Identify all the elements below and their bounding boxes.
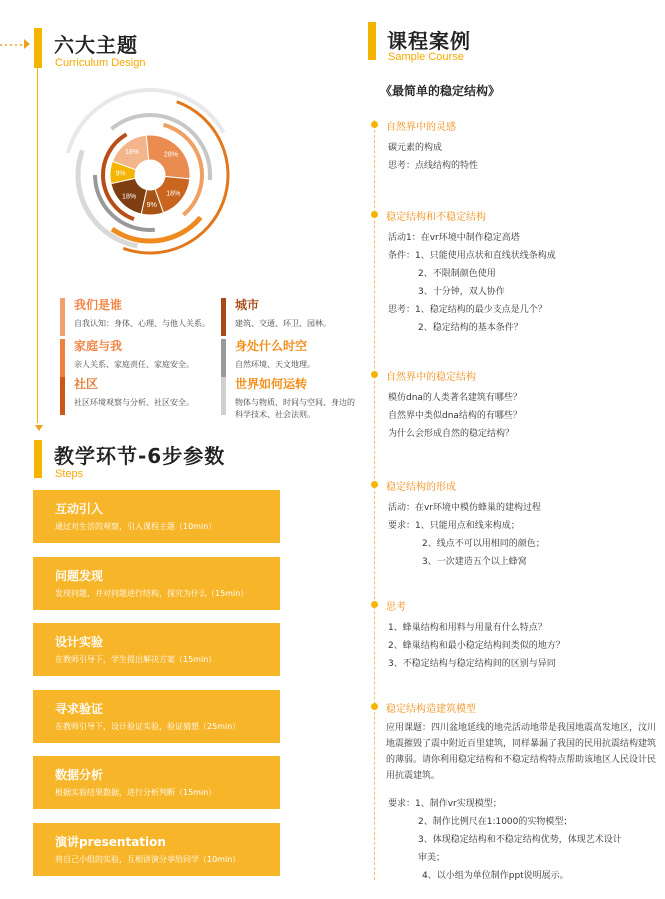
course-heading-bar <box>368 22 376 60</box>
theme-desc: 社区环境观察与分析、社区安全。 <box>74 398 194 407</box>
theme-title: 家庭与我 <box>74 339 123 353</box>
steps-heading-bar <box>34 440 42 478</box>
section-line: 4、以小组为单位制作ppt说明展示。 <box>422 871 569 881</box>
step-desc: 通过对生活的观察，引入课程主题（10min） <box>55 522 217 531</box>
section-line: 审美； <box>418 853 446 863</box>
theme-color-bar <box>221 377 226 415</box>
steps-heading-subtitle: Steps <box>55 468 84 480</box>
section-line: 活动1：在vr环境中制作稳定高塔 <box>388 233 520 243</box>
themes-heading-title: 六大主题 <box>54 33 138 57</box>
section-paragraph: 应用课题：四川盆地延线的地壳活动地带是我国地震高发地区，汶川地震摧毁了震中附近百里建筑，同样暴漏了我国的民用抗震结构建筑的薄弱。请你利用稳定结构和不稳定结构特点帮助该地区人民设计民用抗震建筑。 <box>386 723 657 781</box>
section-line: 2、蜂巢结构和最小稳定结构间类似的地方？ <box>388 641 565 651</box>
section-line: 2、线点不可以用相同的颜色； <box>422 539 545 549</box>
section-line: 2、稳定结构的基本条件？ <box>418 323 523 333</box>
themes-heading-subtitle: Curriculum Design <box>55 57 146 69</box>
section-line: 1、蜂巢结构和用料与用量有什么特点？ <box>388 623 547 633</box>
donut-slice-label: 18% <box>166 190 181 198</box>
section-line: 思考：点线结构的特性 <box>388 161 479 171</box>
section-line: 2、不限制颜色使用 <box>418 269 496 279</box>
section-title: 稳定结构和不稳定结构 <box>386 212 486 223</box>
dotted-arrow-line <box>0 42 26 48</box>
case-title: 《最简单的稳定结构》 <box>380 84 501 98</box>
step-title: 寻求验证 <box>55 701 104 716</box>
section-line: 要求：1、只能用点和线来构成； <box>388 521 520 531</box>
step-desc: 在教师引导下，学生提出解决方案（15min） <box>55 655 217 664</box>
theme-desc: 自然环境、天文地理。 <box>235 360 315 369</box>
section-line: 要求：1、制作vr实现模型； <box>388 799 502 809</box>
section-line: 为什么会形成自然的稳定结构？ <box>388 429 515 439</box>
step-title: 演讲presentation <box>55 834 166 849</box>
step-title: 设计实验 <box>55 635 104 649</box>
theme-desc: 物体与物质、时间与空间、身边的科学技术、社会法则。 <box>235 398 355 419</box>
section-title: 思考 <box>386 602 406 613</box>
timeline-node <box>371 703 378 710</box>
donut-slice-label: 18% <box>124 149 140 157</box>
donut-slice-label: 18% <box>122 193 137 201</box>
donut-slice-label: 9% <box>146 201 157 209</box>
course-heading-title: 课程案例 <box>387 29 471 53</box>
step-desc: 根据实验结果数据，进行分析判断（15min） <box>55 788 217 797</box>
section-line: 3、一次建造五个以上蜂窝 <box>422 557 527 567</box>
timeline-node <box>371 481 378 488</box>
theme-title: 世界如何运转 <box>235 377 308 391</box>
theme-color-bar <box>221 339 226 377</box>
section-line: 模仿dna的人类著名建筑有哪些？ <box>388 393 522 403</box>
decorative-arc <box>112 217 200 241</box>
theme-desc: 亲人关系、家庭责任、家庭安全。 <box>74 360 194 369</box>
section-line: 活动：在vr环境中模仿蜂巢的建构过程 <box>388 503 542 513</box>
timeline-node <box>371 211 378 218</box>
step-card <box>33 623 280 676</box>
theme-color-bar <box>60 377 65 415</box>
section-title: 稳定结构造建筑模型 <box>386 704 476 715</box>
section-line: 条件：1、只能使用点状和直线状线条构成 <box>388 251 556 261</box>
donut-slice-label: 9% <box>115 170 126 178</box>
step-title: 互动引入 <box>55 502 104 516</box>
section-line: 3、十分钟，双人协作 <box>418 287 505 297</box>
step-card <box>33 557 280 610</box>
timeline-node <box>371 371 378 378</box>
section-line: 3、不稳定结构与稳定结构间的区别与异同 <box>388 659 556 669</box>
step-card <box>33 490 280 543</box>
theme-title: 城市 <box>235 298 260 312</box>
theme-desc: 建筑、交通、环卫、园林。 <box>235 319 331 328</box>
right-timeline-line <box>374 120 375 880</box>
section-title: 自然界中的稳定结构 <box>386 372 476 383</box>
decorative-arcs <box>68 90 228 253</box>
section-title: 自然界中的灵感 <box>386 122 456 133</box>
arrow-right-icon <box>24 39 30 49</box>
theme-color-bar <box>60 298 65 336</box>
step-card <box>33 823 280 876</box>
section-line: 2、制作比例尺在1:1000的实物模型； <box>418 817 573 827</box>
section-line: 3、体现稳定结构和不稳定结构优势，体现艺术设计 <box>418 835 622 845</box>
step-card <box>33 756 280 809</box>
timeline-node <box>371 601 378 608</box>
section-title: 稳定结构的形成 <box>386 482 456 493</box>
arrow-down-icon <box>35 425 43 431</box>
step-desc: 将自己小组的实验，互相讲演分享给同学（10min） <box>55 854 241 864</box>
themes-donut-chart <box>60 80 240 270</box>
step-title: 数据分析 <box>55 768 104 782</box>
theme-color-bar <box>221 298 226 336</box>
section-line: 碳元素的构成 <box>388 143 443 153</box>
timeline-node <box>371 121 378 128</box>
step-desc: 发现问题，并对问题进行结构，探究为什么（15min） <box>55 588 249 598</box>
theme-title: 我们是谁 <box>74 298 123 312</box>
theme-title: 身处什么时空 <box>235 339 308 353</box>
theme-color-bar <box>60 339 65 377</box>
course-heading-subtitle: Sample Course <box>388 51 464 63</box>
theme-desc: 自我认知：身体、心理、与他人关系。 <box>74 319 210 328</box>
themes-heading-bar <box>34 28 42 68</box>
steps-heading-title: 教学环节-6步参数 <box>54 444 226 468</box>
left-timeline-line <box>37 68 38 423</box>
step-card <box>33 690 280 743</box>
section-line: 思考：1、稳定结构的最少支点是几个？ <box>388 305 547 315</box>
theme-title: 社区 <box>74 377 99 391</box>
step-desc: 在教师引导下，设计验证实验，验证猜想（25min） <box>55 721 241 731</box>
donut-slice-label: 28% <box>163 151 178 159</box>
section-line: 自然界中类似dna结构的有哪些？ <box>388 411 522 421</box>
step-title: 问题发现 <box>55 568 104 583</box>
